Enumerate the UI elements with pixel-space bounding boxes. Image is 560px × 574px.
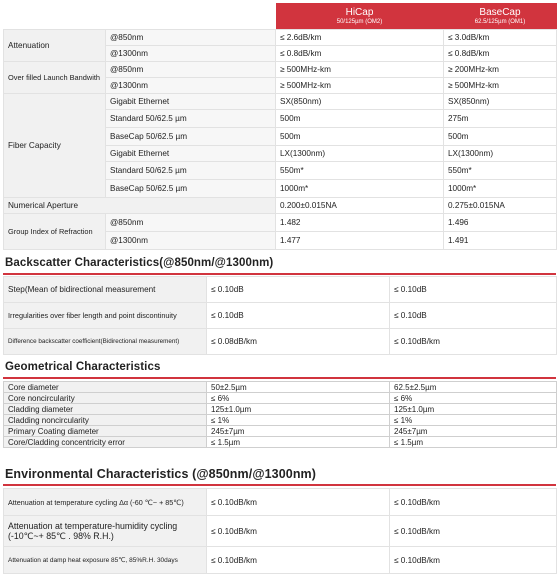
sub-label: Gigabit Ethernet bbox=[106, 146, 276, 162]
table-row bbox=[4, 437, 557, 448]
sub-label: BaseCap 50/62.5 µm bbox=[106, 180, 276, 198]
basecap-cell: ≤ 1% bbox=[390, 415, 557, 426]
basecap-cell: LX(1300nm) bbox=[444, 146, 557, 162]
basecap-cell: 275m bbox=[444, 110, 557, 128]
hicap-cell: ≤ 1.5µm bbox=[207, 437, 390, 448]
table-row bbox=[4, 404, 557, 415]
basecap-cell: ≥ 500MHz-km bbox=[444, 78, 557, 94]
sub-label: @850nm bbox=[106, 62, 276, 78]
hicap-cell: ≥ 500MHz-km bbox=[276, 78, 444, 94]
row-label-fiber-capacity: Fiber Capacity bbox=[4, 94, 106, 198]
basecap-cell: 62.5±2.5µm bbox=[390, 382, 557, 393]
row-label: Step(Mean of bidirectional measurement bbox=[4, 277, 207, 303]
row-label-numerical-aperture: Numerical Aperture bbox=[4, 198, 276, 214]
sub-label: @850nm bbox=[106, 30, 276, 46]
sub-label: @1300nm bbox=[106, 78, 276, 94]
table-row bbox=[4, 426, 557, 437]
table-row bbox=[4, 547, 557, 574]
row-label: Core noncircularity bbox=[4, 393, 207, 404]
hicap-cell: ≤ 0.10dB bbox=[207, 303, 390, 329]
sub-label: BaseCap 50/62.5 µm bbox=[106, 128, 276, 146]
basecap-header bbox=[444, 3, 557, 30]
row-label bbox=[4, 516, 207, 547]
geometrical-table bbox=[3, 381, 557, 448]
basecap-cell: SX(850nm) bbox=[444, 94, 557, 110]
basecap-cell: ≤ 0.10dB/km bbox=[390, 547, 557, 574]
basecap-cell: 245±7µm bbox=[390, 426, 557, 437]
table-row bbox=[4, 62, 557, 78]
sub-label: Standard 50/62.5 µm bbox=[106, 110, 276, 128]
basecap-cell: ≤ 0.10dB/km bbox=[390, 516, 557, 547]
backscatter-divider bbox=[3, 273, 556, 275]
basecap-cell: 0.275±0.015NA bbox=[444, 198, 557, 214]
hicap-cell: 0.200±0.015NA bbox=[276, 198, 444, 214]
hicap-cell: ≤ 0.10dB/km bbox=[207, 516, 390, 547]
hicap-cell: 1.482 bbox=[276, 214, 444, 232]
table-row bbox=[4, 382, 557, 393]
hicap-cell: 50±2.5µm bbox=[207, 382, 390, 393]
header-blank bbox=[106, 3, 276, 30]
basecap-sub: 62.5/125µm (OM1) bbox=[474, 18, 526, 25]
environmental-table bbox=[3, 488, 557, 574]
row-label: Attenuation at damp heat exposure 85℃, 85%R.H. 30days bbox=[4, 547, 207, 574]
hicap-cell: ≤ 6% bbox=[207, 393, 390, 404]
hicap-cell: ≤ 0.10dB/km bbox=[207, 489, 390, 516]
hicap-sub: 50/125µm (OM2) bbox=[336, 18, 383, 25]
header-blank bbox=[4, 3, 106, 30]
geometrical-divider bbox=[3, 377, 556, 379]
fiber-spec-table bbox=[3, 3, 557, 250]
basecap-cell: ≥ 200MHz-km bbox=[444, 62, 557, 78]
basecap-cell: 1.491 bbox=[444, 232, 557, 250]
backscatter-table bbox=[3, 276, 557, 355]
table-row bbox=[4, 489, 557, 516]
hicap-cell: 245±7µm bbox=[207, 426, 390, 437]
row-label: Core/Cladding concentricity error bbox=[4, 437, 207, 448]
spec-header-row bbox=[4, 3, 557, 30]
hicap-cell: ≤ 0.08dB/km bbox=[207, 329, 390, 355]
hicap-cell: 1.477 bbox=[276, 232, 444, 250]
hicap-cell: ≤ 0.10dB bbox=[207, 277, 390, 303]
hicap-cell: 550m* bbox=[276, 162, 444, 180]
basecap-cell: ≤ 0.8dB/km bbox=[444, 46, 557, 62]
backscatter-title: Backscatter Characteristics(@850nm/@1300nm) bbox=[5, 257, 274, 269]
hicap-cell: ≤ 1% bbox=[207, 415, 390, 426]
row-label: Attenuation at temperature cycling Δα (-60 ℃~ + 85℃) bbox=[4, 489, 207, 516]
sub-label: @1300nm bbox=[106, 46, 276, 62]
row-label: Difference backscatter coefficient(Bidirectional measurement) bbox=[4, 329, 207, 355]
basecap-cell: 500m bbox=[444, 128, 557, 146]
row-label-line: Attenuation at temperature-humidity cycling bbox=[8, 521, 178, 531]
row-label: Irregularities over fiber length and point discontinuity bbox=[4, 303, 207, 329]
basecap-cell: ≤ 0.10dB bbox=[390, 277, 557, 303]
sub-label: Gigabit Ethernet bbox=[106, 94, 276, 110]
table-row bbox=[4, 277, 557, 303]
basecap-cell: ≤ 0.10dB bbox=[390, 303, 557, 329]
hicap-cell: 500m bbox=[276, 110, 444, 128]
hicap-cell: ≥ 500MHz-km bbox=[276, 62, 444, 78]
basecap-cell: ≤ 0.10dB/km bbox=[390, 329, 557, 355]
hicap-cell: LX(1300nm) bbox=[276, 146, 444, 162]
row-label: Primary Coating diameter bbox=[4, 426, 207, 437]
table-row bbox=[4, 516, 557, 547]
row-label-attenuation: Attenuation bbox=[4, 30, 106, 62]
hicap-cell: 125±1.0µm bbox=[207, 404, 390, 415]
row-label-line: (-10℃~+ 85℃ . 98% R.H.) bbox=[8, 531, 114, 541]
table-row bbox=[4, 30, 557, 46]
sub-label: @1300nm bbox=[106, 232, 276, 250]
basecap-cell: 550m* bbox=[444, 162, 557, 180]
table-row bbox=[4, 303, 557, 329]
hicap-cell: 500m bbox=[276, 128, 444, 146]
hicap-name: HiCap bbox=[345, 6, 374, 18]
hicap-cell: 1000m* bbox=[276, 180, 444, 198]
geometrical-title: Geometrical Characteristics bbox=[5, 361, 161, 373]
basecap-cell: ≤ 0.10dB/km bbox=[390, 489, 557, 516]
hicap-cell: ≤ 0.8dB/km bbox=[276, 46, 444, 62]
row-label: Core diameter bbox=[4, 382, 207, 393]
hicap-cell: ≤ 2.6dB/km bbox=[276, 30, 444, 46]
table-row bbox=[4, 329, 557, 355]
row-label: Cladding noncircularity bbox=[4, 415, 207, 426]
table-row bbox=[4, 214, 557, 232]
row-label: Cladding diameter bbox=[4, 404, 207, 415]
basecap-cell: 1000m* bbox=[444, 180, 557, 198]
row-label-ofl-bandwidth: Over filled Launch Bandwith bbox=[4, 62, 106, 94]
basecap-cell: ≤ 3.0dB/km bbox=[444, 30, 557, 46]
sub-label: @850nm bbox=[106, 214, 276, 232]
environmental-divider bbox=[3, 484, 556, 486]
table-row bbox=[4, 393, 557, 404]
basecap-cell: 125±1.0µm bbox=[390, 404, 557, 415]
environmental-title: Environmental Characteristics (@850nm/@1300nm) bbox=[5, 467, 317, 481]
basecap-cell: ≤ 6% bbox=[390, 393, 557, 404]
hicap-cell: SX(850nm) bbox=[276, 94, 444, 110]
basecap-name: BaseCap bbox=[479, 6, 521, 18]
hicap-cell: ≤ 0.10dB/km bbox=[207, 547, 390, 574]
table-row bbox=[4, 415, 557, 426]
table-row bbox=[4, 94, 557, 110]
table-row bbox=[4, 198, 557, 214]
basecap-cell: ≤ 1.5µm bbox=[390, 437, 557, 448]
sub-label: Standard 50/62.5 µm bbox=[106, 162, 276, 180]
hicap-header bbox=[276, 3, 444, 30]
row-label-group-index: Group Index of Refraction bbox=[4, 214, 106, 250]
basecap-cell: 1.496 bbox=[444, 214, 557, 232]
